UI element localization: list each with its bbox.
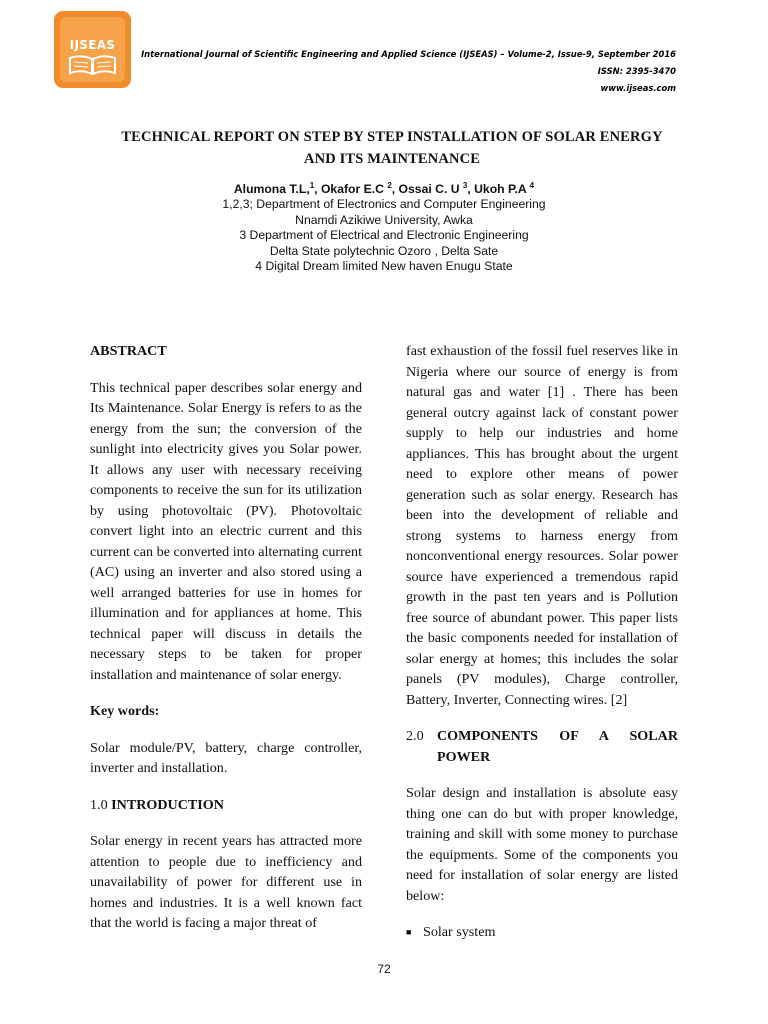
left-column — [90, 341, 362, 934]
intro-heading — [90, 795, 362, 816]
paper-title — [60, 126, 724, 170]
right-column — [406, 341, 678, 943]
affiliation-5: 4 Digital Dream limited New haven Enugu State — [255, 259, 513, 274]
author-names — [144, 178, 624, 197]
author-1-sup: 1 — [309, 181, 315, 190]
section-2-heading — [406, 726, 678, 767]
section-2-text: Solar design and installation is absolute easy thing one can do but with proper knowledge, training and skill with some money to purchase the equipments. Some of the components you need for installation of solar energy are listed below: — [406, 785, 678, 904]
journal-line: International Journal of Scientific Engineering and Applied Science (IJSEAS) – Volume-2, Issue-9, September 2016 — [141, 49, 676, 59]
author-2-sup: 2 — [387, 181, 392, 190]
logo-text: IJSEAS — [69, 38, 116, 52]
author-4: , Ukoh P.A — [467, 182, 527, 197]
keywords-text: Solar module/PV, battery, charge controller, inverter and installation. — [90, 739, 362, 776]
abstract-text: This technical paper describes solar energy and Its Maintenance. Solar Energy is refers to as the energy from the sun; the conversion of the sunlight into electricity gives you Solar power. It allows any user with necessary receiving components to receive the sun for its utilization by using photovoltaic (PV). Photovoltaic convert light into an electric current and this current can be converted into alternating current (AC) using an inverter and also stored using a well arranged batteries for use in homes for illumination and for appliances at home. This technical paper will discuss in details the necessary steps to be taken for proper installation and maintenance of solar energy. — [90, 379, 362, 683]
intro-title: INTRODUCTION — [111, 796, 224, 813]
author-3: , Ossai C. U — [391, 182, 460, 197]
journal-logo — [54, 11, 131, 88]
intro-continued-text: fast exhaustion of the fossil fuel reserves like in Nigeria where our source of energy is from natural gas and water [1] . There has been general outcry against lack of constant power supply to help our industries and home appliances. This has brought about the urgent need to explore other means of power generation such as solar energy. Research has been into the development of reliable and strong systems to harness energy from nonconventional energy resources. Solar power source have experienced a tremendous rapid growth in the past ten years and is Pollution free source of abundant power. This paper lists the basic components needed for installation of solar energy at homes; this includes the solar panels (PV modules), Charge controller, Battery, Inverter, Connecting wires. [2] — [406, 343, 678, 708]
title-line-2: AND ITS MAINTENANCE — [303, 151, 481, 167]
affiliation-3: 3 Department of Electrical and Electronic Engineering — [239, 228, 529, 243]
bullet-text: Solar system — [423, 924, 496, 940]
website[interactable]: www.ijseas.com — [600, 83, 676, 93]
open-book-icon — [68, 55, 117, 75]
issn: ISSN: 2395-3470 — [597, 66, 676, 76]
affiliation-4: Delta State polytechnic Ozoro , Delta Sate — [269, 243, 499, 258]
title-line-1: TECHNICAL REPORT ON STEP BY STEP INSTALLATION OF SOLAR ENERGY — [121, 129, 663, 145]
author-3-sup: 3 — [462, 181, 468, 190]
keywords-heading: Key words: — [90, 703, 160, 719]
author-2: , Okafor E.C — [314, 182, 384, 197]
square-bullet-icon: ■ — [406, 927, 412, 937]
page-number: 72 — [377, 962, 391, 976]
author-1: Alumona T.L, — [233, 182, 310, 197]
authors-block — [144, 178, 624, 275]
journal-info — [141, 46, 676, 97]
intro-number: 1.0 — [90, 796, 108, 813]
abstract-heading: ABSTRACT — [90, 343, 167, 359]
section-2-title-line-1: COMPONENTS OF A SOLAR — [437, 728, 678, 744]
affiliation-2: Nnamdi Azikiwe University, Awka — [295, 212, 473, 227]
intro-text: Solar energy in recent years has attracted more attention to people due to inefficiency and unavailability of power for different use in homes and industries. It is a well known fact that the world is facing a major threat of — [90, 833, 362, 931]
list-item — [406, 922, 678, 943]
section-2-title-line-2: POWER — [437, 748, 491, 765]
author-4-sup: 4 — [529, 181, 535, 190]
affiliation-1: 1,2,3; Department of Electronics and Computer Engineering — [222, 197, 546, 212]
section-2-number: 2.0 — [406, 728, 424, 744]
